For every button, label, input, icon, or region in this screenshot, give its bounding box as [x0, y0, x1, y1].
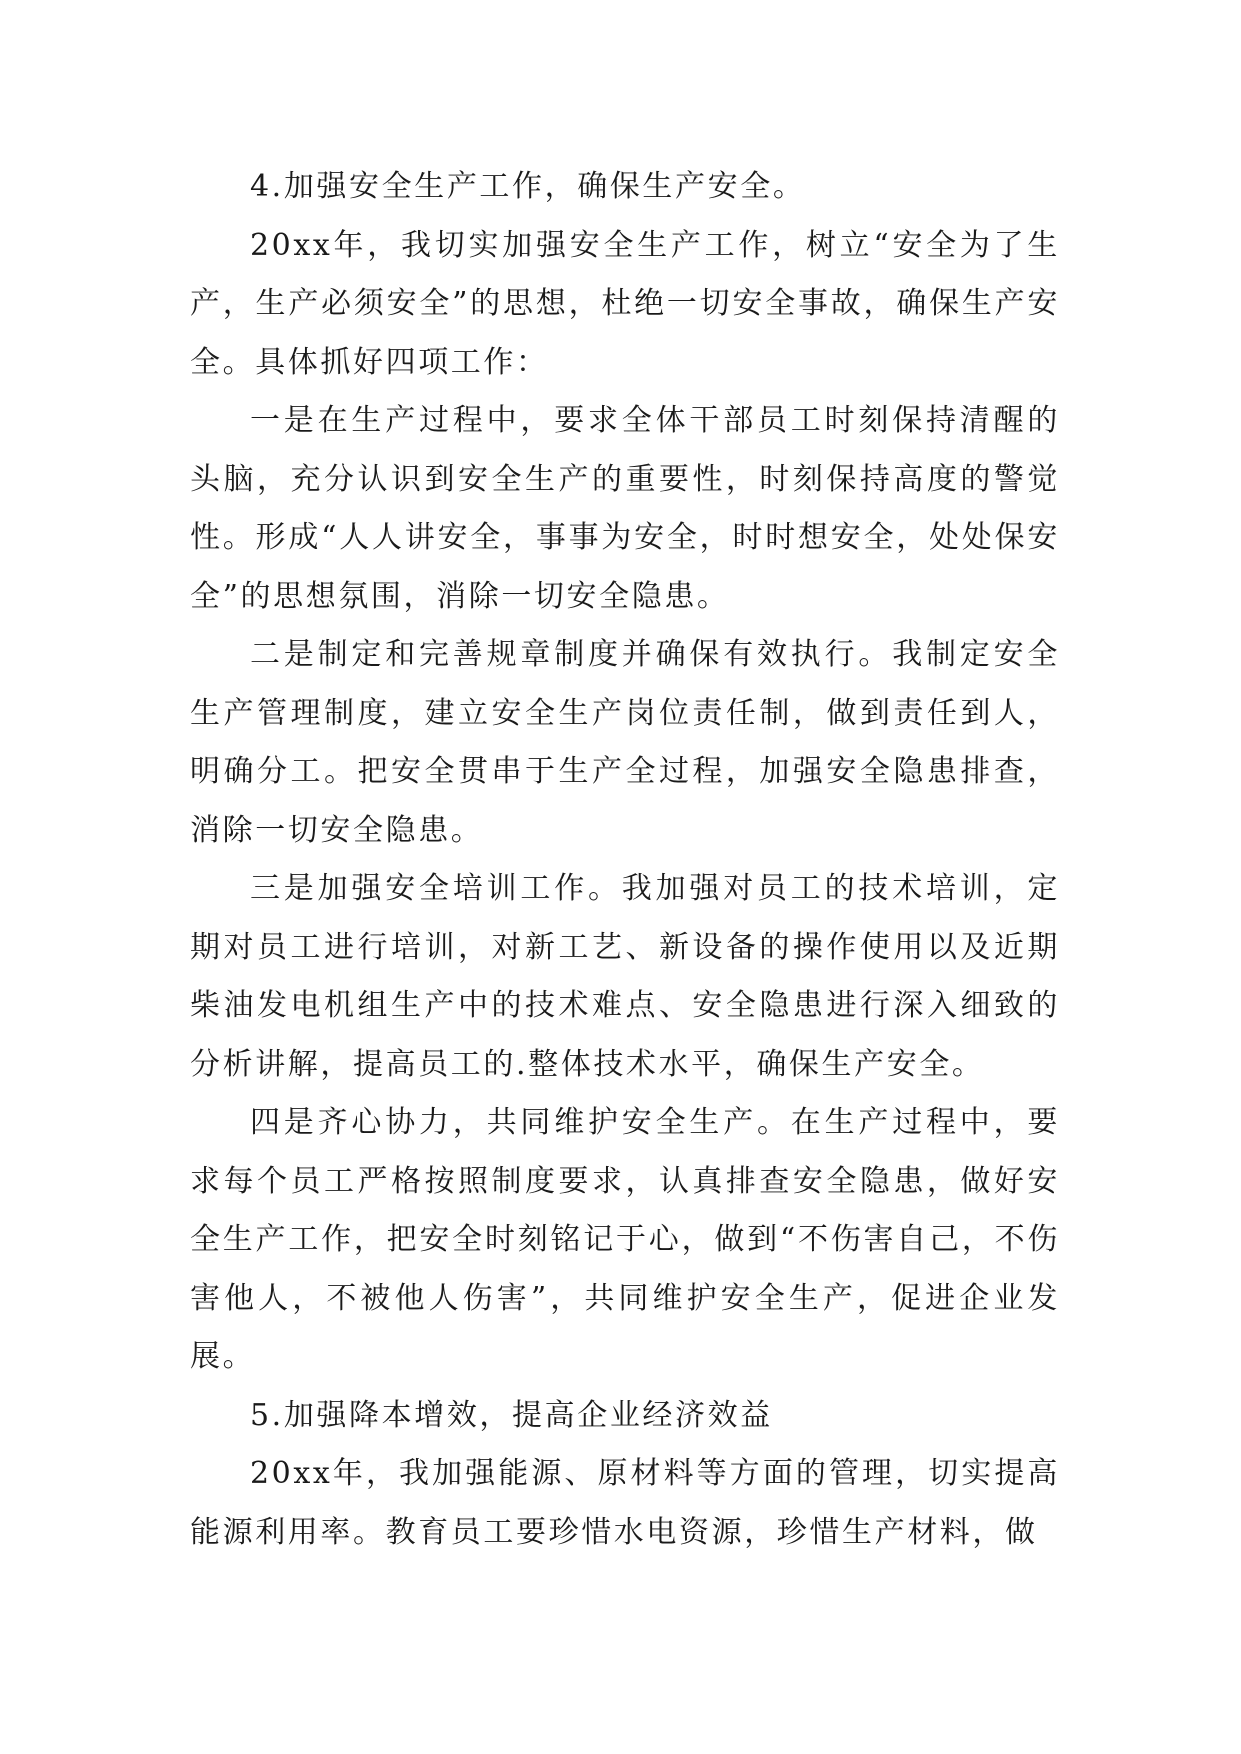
heading-section-5: 5.加强降本增效，提高企业经济效益	[250, 1397, 773, 1433]
paragraph-cost-reduction: 20xx年，我加强能源、原材料等方面的管理，切实提高能源利用率。教育员工要珍惜水电资源，珍惜生产材料，做	[190, 1456, 1060, 1550]
paragraph-safety-item-4: 四是齐心协力，共同维护安全生产。在生产过程中，要求每个员工严格按照制度要求，认真排查安全隐患，做好安全生产工作，把安全时刻铭记于心，做到“不伤害自己，不伤害他人，不被他人伤害”，共同维护安全生产，促进企业发展。	[190, 1105, 1060, 1374]
heading-section-4: 4.加强安全生产工作，确保生产安全。	[250, 169, 806, 204]
document-body	[190, 158, 1060, 1562]
paragraph-safety-item-2: 二是制定和完善规章制度并确保有效执行。我制定安全生产管理制度，建立安全生产岗位责任制，做到责任到人，明确分工。把安全贯串于生产全过程，加强安全隐患排查，消除一切安全隐患。	[190, 637, 1060, 848]
paragraph-safety-intro: 20xx年，我切实加强安全生产工作，树立“安全为了生产，生产必须安全”的思想，杜绝一切安全事故，确保生产安全。具体抓好四项工作：	[190, 227, 1060, 380]
paragraph-safety-item-1: 一是在生产过程中，要求全体干部员工时刻保持清醒的头脑，充分认识到安全生产的重要性，时刻保持高度的警觉性。形成“人人讲安全，事事为安全，时时想安全，处处保安全”的思想氛围，消除一切安全隐患。	[190, 403, 1060, 614]
paragraph-safety-item-3: 三是加强安全培训工作。我加强对员工的技术培训，定期对员工进行培训，对新工艺、新设备的操作使用以及近期柴油发电机组生产中的技术难点、安全隐患进行深入细致的分析讲解，提高员工的.整体技术水平，确保生产安全。	[190, 871, 1060, 1082]
